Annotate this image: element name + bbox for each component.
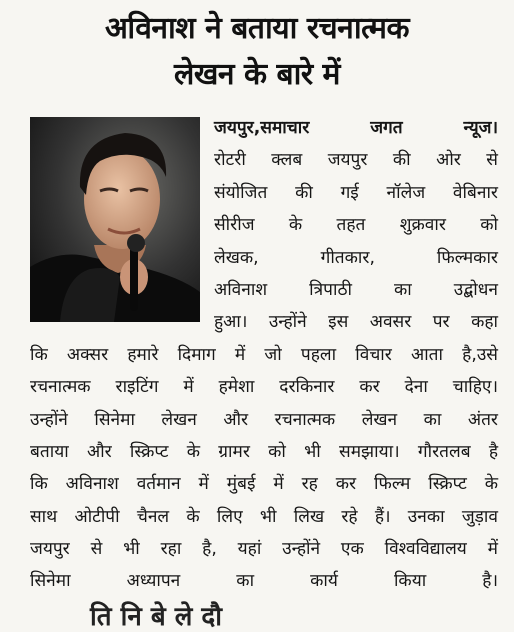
headline-line-2: लेखन के बारे में: [173, 57, 340, 92]
body-line: अविनाश त्रिपाठी का उद्बोधन: [214, 279, 498, 300]
body-line: साथ ओटीपी चैनल के लिए भी लिख रहे हैं। उनका जुड़ाव: [30, 506, 498, 527]
body-line: रोटरी क्लब जयपुर की ओर से: [214, 150, 498, 171]
body-line: बताया और स्क्रिप्ट के ग्रामर को भी समझाया। गौरतलब है: [30, 441, 498, 462]
article-headline: [0, 6, 514, 98]
body-line: जयपुर से भी रहा है, यहां उन्होंने एक विश्वविद्यालय में: [30, 539, 498, 560]
body-line: रचनात्मक राइटिंग में हमेशा दरकिनार कर देना चाहिए।: [30, 377, 498, 398]
body-line: लेखक, गीतकार, फिल्मकार: [214, 247, 498, 268]
dateline: जयपुर,समाचार जगत न्यूज।: [214, 118, 498, 138]
next-article-headline-fragment: ति नि बे ले दौ: [90, 602, 222, 632]
body-line: सिनेमा अध्यापन का कार्य किया है।: [30, 571, 498, 592]
body-line: कि अक्सर हमारे दिमाग में जो पहला विचार आता है,उसे: [30, 344, 498, 365]
body-line: सीरीज के तहत शुक्रवार को: [214, 215, 498, 236]
headline-line-1: अविनाश ने बताया रचनात्मक: [105, 11, 409, 46]
body-line: संयोजित की गई नॉलेज वेबिनार: [214, 182, 498, 203]
article-body: [30, 112, 498, 598]
body-line: हुआ। उन्होंने इस अवसर पर कहा: [214, 312, 498, 333]
body-line: कि अविनाश वर्तमान में मुंबई में रह कर फिल्म स्क्रिप्ट के: [30, 474, 498, 495]
body-line: उन्होंने सिनेमा लेखन और रचनात्मक लेखन का अंतर: [30, 409, 498, 430]
